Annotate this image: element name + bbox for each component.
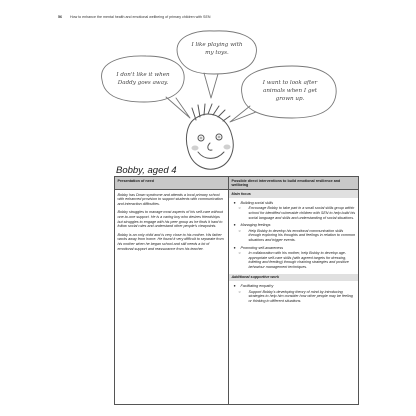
nose: [208, 143, 212, 150]
circle-bullet-icon: ○: [238, 206, 241, 211]
bubble-line: Daddy goes away.: [117, 80, 169, 86]
bullet-icon: ●: [233, 284, 236, 289]
right-cheek: [224, 145, 231, 150]
list-item: [232, 246, 356, 251]
detail-text: Support Bobby's developing theory of mind by introducing strategies to help him consider how other people may be feeling or thinking in different situations.: [248, 289, 353, 303]
bullet-icon: ●: [233, 223, 236, 228]
bullet-icon: ●: [233, 245, 236, 250]
smile: [198, 152, 224, 158]
item-label: Managing feelings: [240, 223, 271, 228]
interventions-cell: [229, 190, 359, 405]
list-item: [232, 223, 356, 228]
additional-work-heading: Additional supportive work: [229, 274, 358, 282]
speech-bubble-left-text: [106, 71, 180, 87]
detail-text: Help Bobby to develop his emotional communication skills through exploring his thoughts and feelings in relation to common situations and trigger events.: [248, 228, 356, 242]
speech-bubble-right-text: [248, 79, 332, 103]
speech-bubble-top-tail: [204, 73, 218, 98]
main-focus-heading: Main focus: [229, 190, 358, 198]
right-pupil: [218, 136, 221, 139]
list-item-detail: [238, 289, 356, 304]
figure-caption: Bobby, aged 4: [116, 165, 177, 176]
table-header-presentation: Presentation of need: [115, 177, 229, 190]
need-paragraph: Bobby struggles to manage most aspects of his self-care without one-to-one support. He is a caring boy who desires friendships but struggles to engage with his peer group as he finds it hard to follow social rules and understand other people's viewpoints.: [117, 210, 223, 229]
need-paragraph: Bobby is an only child and is very close to his mother. His father works away from home. He found it very difficult to separate from his mother when he began school and still needs a lot of emotional support and reassurance from his teacher.: [117, 232, 224, 251]
table-row: [115, 190, 359, 405]
list-item-detail: [238, 228, 356, 243]
bubble-line: my toys.: [205, 50, 229, 56]
item-label: Facilitating empathy: [240, 284, 274, 289]
circle-bullet-icon: ○: [238, 289, 241, 294]
left-pupil: [200, 137, 203, 140]
left-cheek: [192, 146, 199, 151]
speech-bubble-top-text: [182, 41, 252, 57]
bullet-icon: ●: [233, 200, 236, 205]
list-item-detail: [238, 251, 356, 269]
item-label: Promoting self-awareness: [240, 245, 284, 250]
face-outline: [186, 114, 233, 169]
bubble-line: animals when I get: [262, 88, 317, 94]
bubble-line: I like playing with: [191, 42, 243, 48]
speech-bubble-right-tail: [230, 106, 256, 122]
need-paragraph: Bobby has Down syndrome and attends a local primary school with enhanced provision to support students with communication and interaction difficulties.: [117, 192, 223, 206]
bubble-line: I want to look after: [262, 80, 318, 86]
circle-bullet-icon: ○: [238, 228, 241, 233]
speech-bubble-left-tail: [166, 97, 190, 118]
list-item: [232, 201, 356, 206]
circle-bullet-icon: ○: [238, 251, 241, 256]
list-item-detail: [238, 206, 356, 220]
case-study-table: [114, 176, 359, 405]
running-head-title: How to enhance the mental health and emotional wellbeing of primary children with SEN: [70, 15, 211, 19]
table-header-row: [115, 177, 359, 190]
presentation-of-need-cell: [115, 190, 229, 405]
detail-text: In collaboration with his mother, help Bobby to develop age-appropriate self-care skills (with agreed targets for dressing, toileting and feeding) through chaining strategies and positive behaviour management techniques.: [248, 251, 349, 269]
list-item: [232, 284, 356, 289]
bubble-line: grown up.: [275, 96, 305, 102]
hair-strands: [192, 104, 230, 121]
page-number: 56: [58, 15, 62, 19]
item-label: Building social skills: [240, 200, 274, 205]
table-header-interventions: Possible direct interventions to build emotional resilience and wellbeing: [229, 177, 359, 190]
detail-text: Encourage Bobby to take part in a small social skills group within school for identified vulnerable children with SEN to help build his social language and skills and understanding of social situations.: [248, 206, 356, 220]
bubble-line: I don't like it when: [116, 72, 170, 78]
